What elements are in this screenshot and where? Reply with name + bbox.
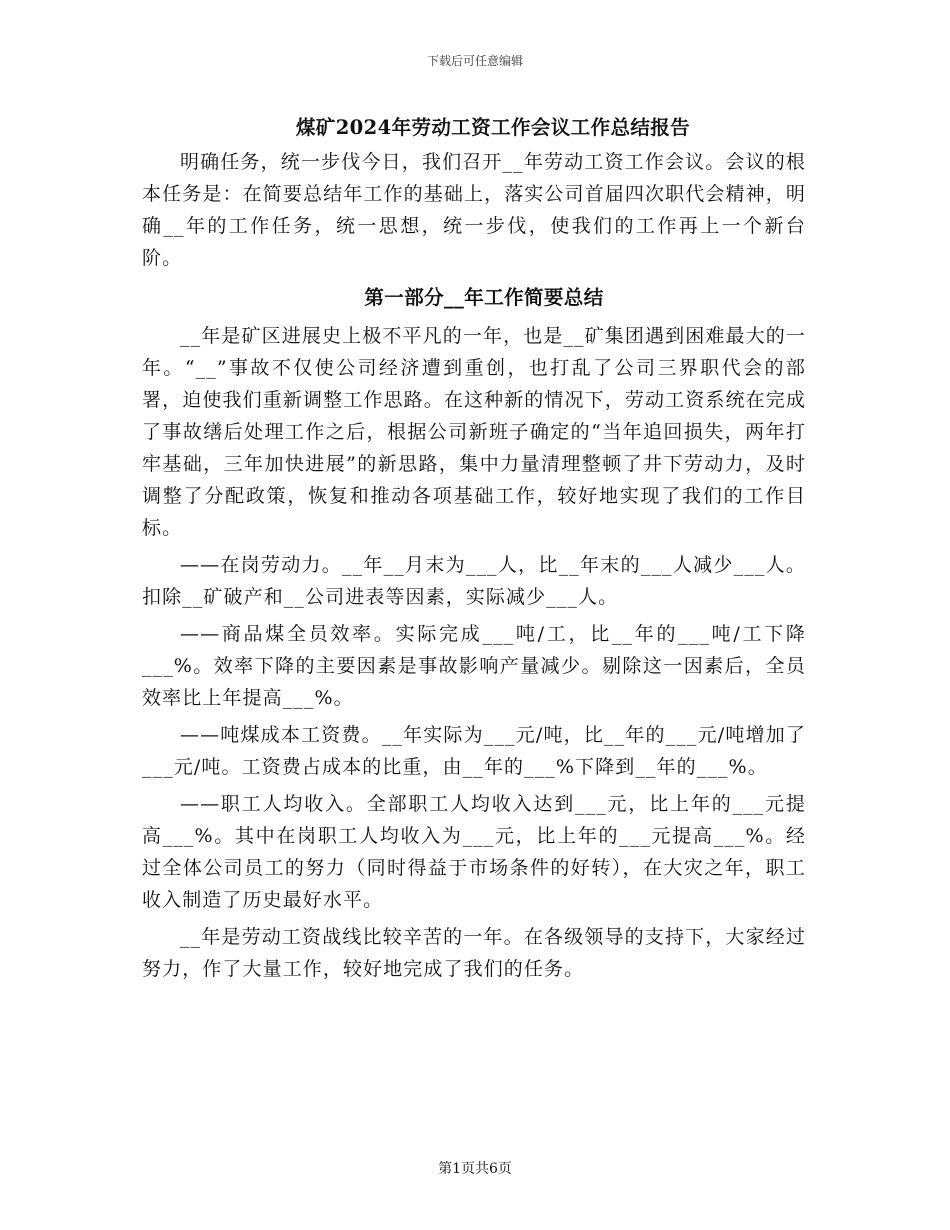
page-footer-number: 第1页共6页 [438, 1161, 512, 1177]
paragraph-overview: __年是矿区进展史上极不平凡的一年，也是__矿集团遇到困难最大的一年。“__”事故不仅使公司经济遭到重创，也打乱了公司三界职代会的部署，迫使我们重新调整工作思路。在这种新的情况下，劳动工资系统在完成了事故缮后处理工作之后，根据公司新班子确定的“当年追回损失，两年打牢基础，三年加快进展”的新思路，集中力量清理整顿了井下劳动力，及时调整了分配政策，恢复和推动各项基础工作，较好地实现了我们的工作目标。 [142, 325, 806, 539]
paragraph-wage-cost: ——吨煤成本工资费。__年实际为___元/吨，比__年的___元/吨增加了___元/吨。工资费占成本的比重，由__年的___%下降到__年的___%。 [142, 724, 806, 778]
section-title: 第一部分__年工作简要总结 [364, 286, 604, 309]
intro-paragraph: 明确任务，统一步伐今日，我们召开__年劳动工资工作会议。会议的根本任务是：在简要总结年工作的基础上，落实公司首届四次职代会精神，明确__年的工作任务，统一思想，统一步伐，使我们的工作再上一个新台阶。 [142, 151, 806, 269]
paragraph-labor-force: ——在岗劳动力。__年__月末为___人，比__年末的___人减少___人。扣除__矿破产和__公司进表等因素，实际减少___人。 [142, 554, 806, 608]
document-body [142, 112, 806, 990]
document-title: 煤矿2024年劳动工资工作会议工作总结报告 [295, 116, 691, 139]
paragraph-efficiency: ——商品煤全员效率。实际完成___吨/工，比__年的___吨/工下降___%。效率下降的主要因素是事故影响产量减少。剔除这一因素后，全员效率比上年提高___%。 [142, 623, 806, 709]
paragraph-conclusion: __年是劳动工资战线比较辛苦的一年。在各级领导的支持下，大家经过努力，作了大量工作，较好地完成了我们的任务。 [142, 926, 806, 980]
page-header-note: 下载后可任意编辑 [426, 54, 523, 68]
paragraph-income: ——职工人均收入。全部职工人均收入达到___元，比上年的___元提高___%。其中在岗职工人均收入为___元，比上年的___元提高___%。经过全体公司员工的努力（同时得益于市场条件的好转），在大灾之年，职工收入制造了历史最好水平。 [142, 793, 806, 911]
